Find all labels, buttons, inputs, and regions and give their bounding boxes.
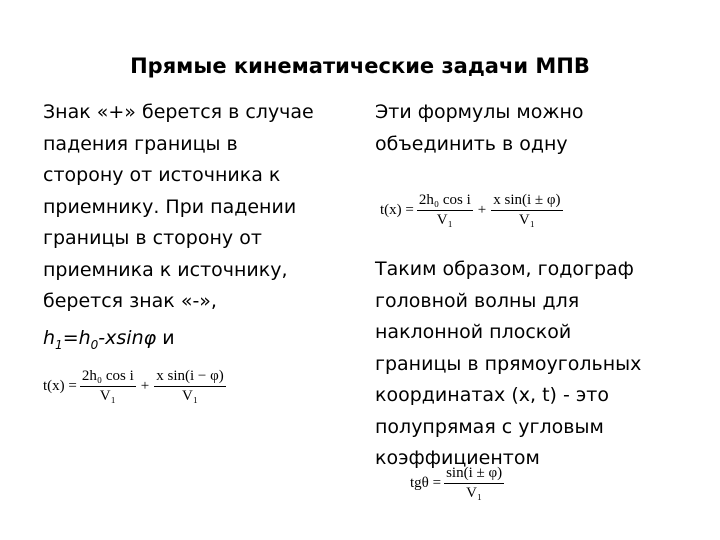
fraction-second [154,368,226,405]
fraction-first [80,368,136,405]
fraction-numerator: 2h₀ cos i [417,192,473,211]
left-column [43,97,343,361]
right-paragraph-2: Таким образом, годограф головной волны для наклонной плоской границы в прямоугольных координатах (x, t) - это полупрямая с угловым коэффициентом [375,258,642,469]
fraction-denominator: V₁ [436,212,453,228]
h0-symbol: =h [62,326,91,349]
fraction-numerator: x sin(i − φ) [154,368,226,387]
formula-lhs: t(x) = [380,202,414,218]
h-eq-rest: -xsinφ [98,326,157,349]
traveltime-formula-minus [43,368,229,405]
slope-formula [410,465,507,502]
formula-lhs: t(x) = [43,378,77,394]
fraction-denominator: V₁ [181,388,199,404]
plus-operator: + [140,378,150,394]
fraction-second [491,192,562,229]
formula-lhs: tgθ = [410,475,442,491]
slide-title: Прямые кинематические задачи МПВ [130,54,590,78]
h1-symbol: h [43,326,56,349]
h0-subscript: 0 [90,337,99,352]
right-paragraph-1: Эти формулы можно объединить в одну [375,101,584,155]
fraction-numerator: 2h₀ cos i [80,368,136,387]
fraction-denominator: V₁ [518,212,535,228]
plus-operator: + [477,202,487,218]
right-column [375,97,695,475]
left-paragraph: Знак «+» берется в случае падения границы в сторону от источника к приемнику. При падении границы в сторону от приемника к источнику, берется знак «-», [43,101,314,312]
fraction-numerator: sin(i ± φ) [444,465,504,484]
fraction-first [417,192,473,229]
fraction-denominator: V₁ [99,388,116,404]
fraction-slope [444,465,504,502]
h1-equation [43,323,343,361]
h1-subscript: 1 [55,337,63,352]
fraction-denominator: V₁ [466,485,483,501]
fraction-numerator: x sin(i ± φ) [491,192,562,211]
h-eq-conjunction: и [156,326,175,349]
traveltime-formula-combined [380,192,566,229]
